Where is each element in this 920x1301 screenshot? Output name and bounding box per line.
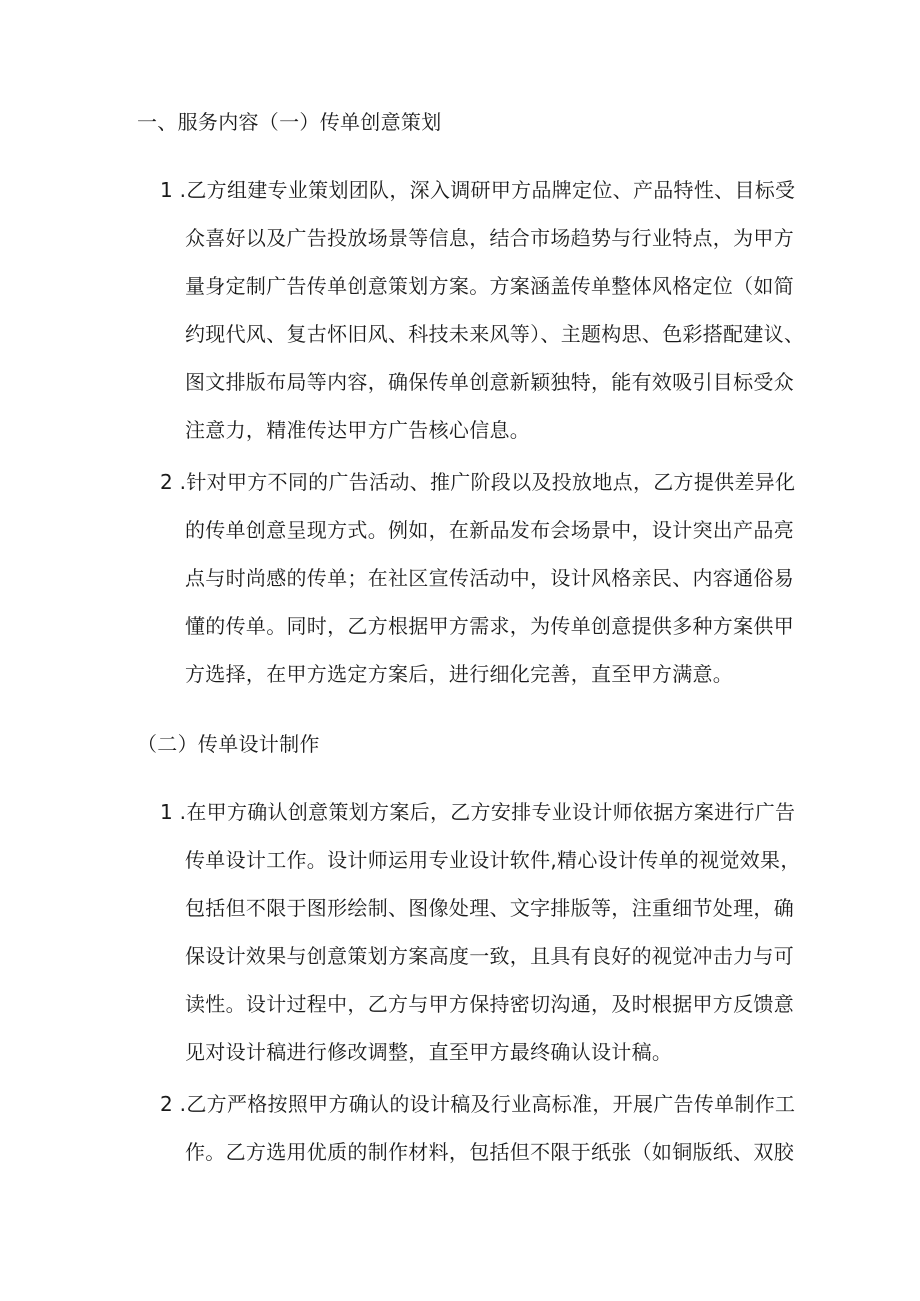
paragraph-creative-planning-2 [160,458,796,698]
paragraph-line: 作。乙方选用优质的制作材料，包括但不限于纸张（如铜版纸、双胶 [185,1140,794,1164]
paragraph-line: 包括但不限于图形绘制、图像处理、文字排版等，注重细节处理，确 [185,896,794,920]
paragraph-line: 方选择，在甲方选定方案后，进行细化完善，直至甲方满意。 [185,662,734,686]
section-heading-design-production: （二）传单设计制作 [137,732,320,756]
paragraph-line: 见对设计稿进行修改调整，直至甲方最终确认设计稿。 [185,1040,673,1064]
paragraph-line: 注意力，精准传达甲方广告核心信息。 [185,418,531,442]
paragraph-line: 2 .针对甲方不同的广告活动、推广阶段以及投放地点，乙方提供差异化 [160,470,796,494]
paragraph-line: 懂的传单。同时，乙方根据甲方需求，为传单创意提供多种方案供甲 [185,614,794,638]
paragraph-line: 量身定制广告传单创意策划方案。方案涵盖传单整体风格定位（如简 [185,274,794,298]
paragraph-line: 1 .乙方组建专业策划团队，深入调研甲方品牌定位、产品特性、目标受 [160,178,796,202]
paragraph-line: 保设计效果与创意策划方案高度一致，且具有良好的视觉冲击力与可 [185,944,794,968]
paragraph-line: 点与时尚感的传单；在社区宣传活动中，设计风格亲民、内容通俗易 [185,566,794,590]
paragraph-line: 图文排版布局等内容，确保传单创意新颖独特，能有效吸引目标受众 [185,370,794,394]
paragraph-design-production-1 [160,788,801,1076]
section-heading-service-content: 一、服务内容（一）传单创意策划 [137,110,442,134]
paragraph-line: 读性。设计过程中，乙方与甲方保持密切沟通，及时根据甲方反馈意 [185,992,794,1016]
paragraph-line: 约现代风、复古怀旧风、科技未来风等）、主题构思、色彩搭配建议、 [185,322,805,346]
paragraph-design-production-2 [160,1080,796,1176]
paragraph-line: 2 .乙方严格按照甲方确认的设计稿及行业高标准，开展广告传单制作工 [160,1092,796,1116]
paragraph-line: 众喜好以及广告投放场景等信息，结合市场趋势与行业特点，为甲方 [185,226,794,250]
paragraph-line: 1 .在甲方确认创意策划方案后，乙方安排专业设计师依据方案进行广告 [160,800,796,824]
paragraph-line: 的传单创意呈现方式。例如，在新品发布会场景中，设计突出产品亮 [185,518,794,542]
paragraph-line: 传单设计工作。设计师运用专业设计软件,精心设计传单的视觉效果， [185,848,801,872]
paragraph-creative-planning-1 [160,166,805,454]
